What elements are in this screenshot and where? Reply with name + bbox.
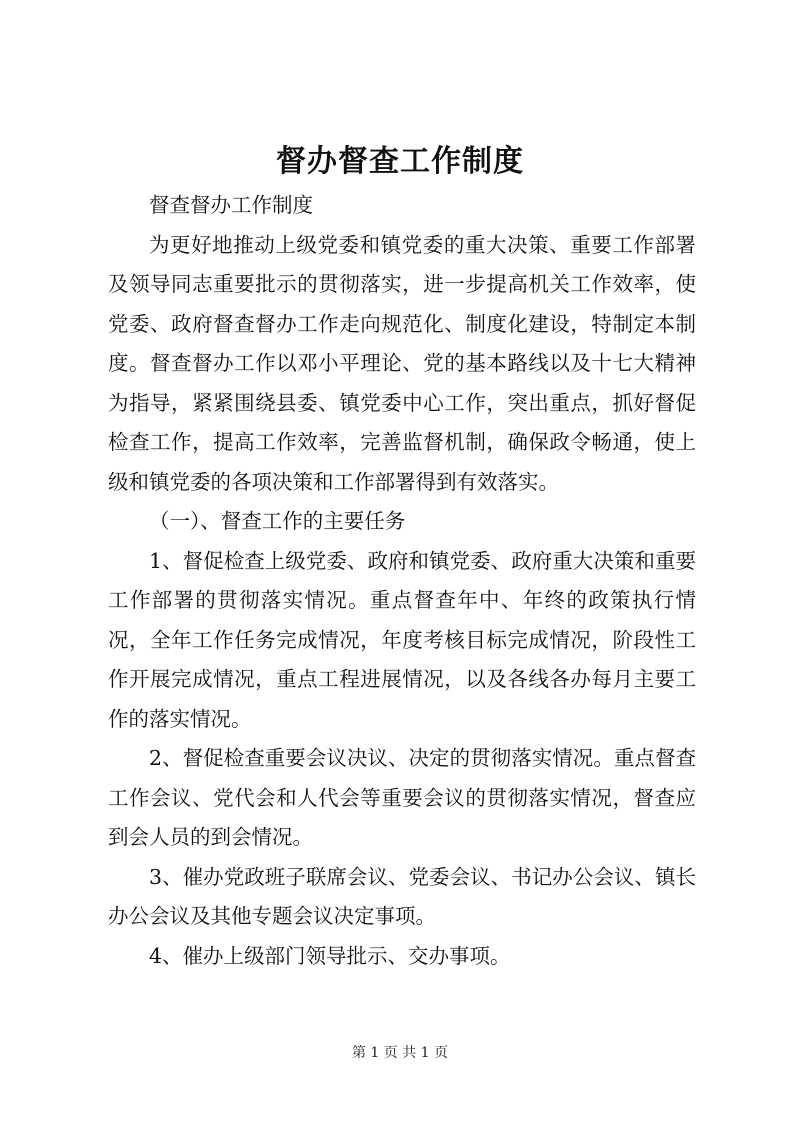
page-footer: 第 1 页 共 1 页 bbox=[351, 1045, 449, 1061]
paragraph-intro: 为更好地推动上级党委和镇党委的重大决策、重要工作部署及领导同志重要批示的贯彻落实，进一步提高机关工作效率，使党委、政府督查督办工作走向规范化、制度化建设，特制定本制度。督查督办工作以邓小平理论、党的基本路线以及十七大精神为指导，紧紧围绕县委、镇党委中心工作，突出重点，抓好督促检查工作，提高工作效率，完善监督机制，确保政令畅通，使上级和镇党委的各项决策和工作部署得到有效落实。 bbox=[108, 232, 696, 494]
section-heading: （一）、督查工作的主要任务 bbox=[149, 509, 406, 533]
paragraph-item-3: 3、催办党政班子联席会议、党委会议、书记办公会议、镇长办公会议及其他专题会议决定事项。 bbox=[108, 864, 696, 928]
paragraph-item-2: 2、督促检查重要会议决议、决定的贯彻落实情况。重点督查工作会议、党代会和人代会等重要会议的贯彻落实情况，督查应到会人员的到会情况。 bbox=[108, 746, 696, 849]
document-body bbox=[108, 186, 696, 976]
paragraph-item-4: 4、催办上级部门领导批示、交办事项。 bbox=[149, 943, 511, 968]
paragraph-subtitle: 督查督办工作制度 bbox=[149, 193, 313, 217]
paragraph-item-1: 1、督促检查上级党委、政府和镇党委、政府重大决策和重要工作部署的贯彻落实情况。重点督查年中、年终的政策执行情况，全年工作任务完成情况，年度考核目标完成情况，阶段性工作开展完成情况，重点工程进展情况，以及各线各办每月主要工作的落实情况。 bbox=[108, 548, 696, 731]
document-title: 督办督查工作制度 bbox=[276, 144, 524, 179]
